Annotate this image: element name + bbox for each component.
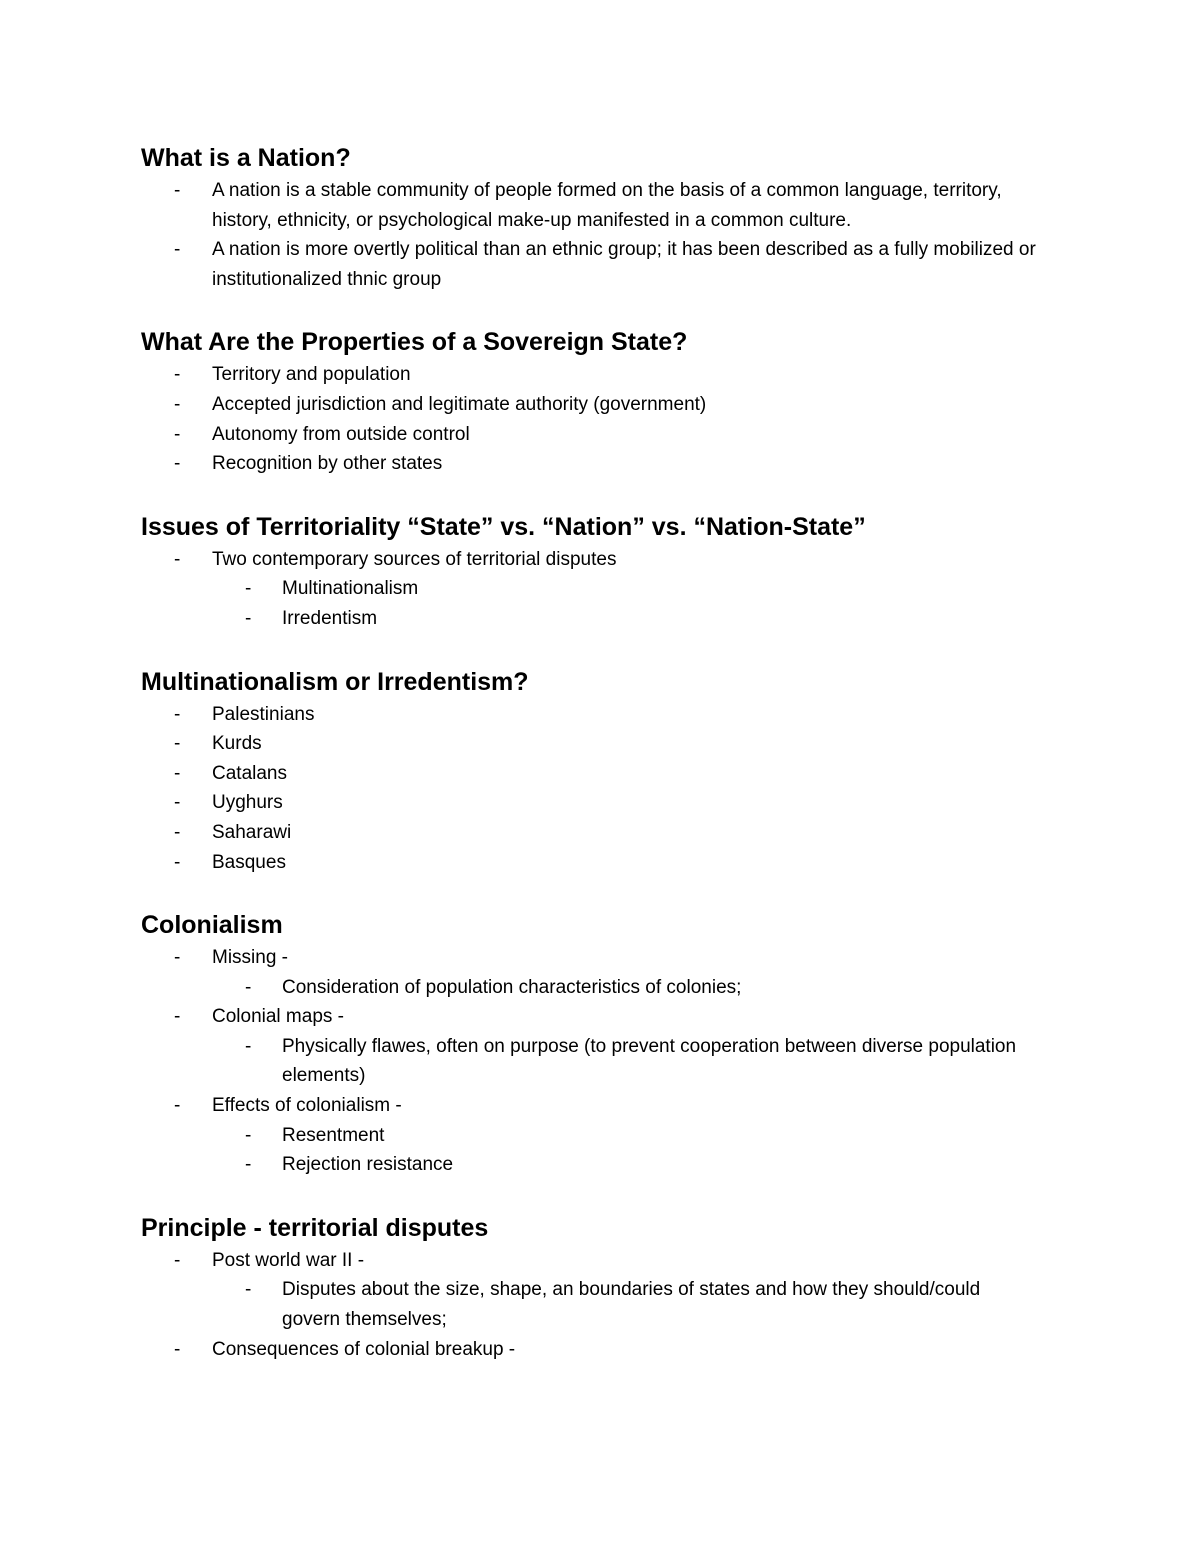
section-heading: Multinationalism or Irredentism? [141, 667, 529, 696]
dash-bullet: - [174, 393, 181, 415]
list-item-text: Kurds [212, 733, 262, 755]
sub-list-item [141, 1032, 1041, 1091]
list-item [141, 818, 1041, 848]
list-item-text: Territory and population [212, 364, 411, 386]
section-heading: What Are the Properties of a Sovereign State? [141, 328, 688, 357]
list-item [141, 1335, 1041, 1365]
sub-list-item-text: Disputes about the size, shape, an boundaries of states and how they should/could govern themselves; [282, 1279, 981, 1331]
list-item-text: Missing - [212, 947, 289, 969]
list-item [141, 1002, 1041, 1032]
sub-list-item-text: Physically flawes, often on purpose (to prevent cooperation between diverse population elements) [282, 1035, 1017, 1087]
list-item-text: Palestinians [212, 703, 315, 725]
section-multinationalism-or-irredentism [141, 664, 1041, 878]
dash-bullet: - [245, 1279, 252, 1301]
sub-list-item [141, 973, 1041, 1003]
list-item [141, 1246, 1041, 1276]
sub-list-item-text: Irredentism [282, 607, 378, 629]
section-sovereign-state-properties [141, 324, 1041, 478]
dash-bullet: - [245, 607, 252, 629]
dash-bullet: - [174, 1249, 181, 1271]
sub-list-item [141, 1150, 1041, 1180]
bullet-list [141, 360, 1041, 478]
section-territorial-disputes [141, 1210, 1041, 1364]
dash-bullet: - [245, 1154, 252, 1176]
section-heading: Issues of Territoriality “State” vs. “Nation” vs. “Nation-State” [141, 512, 866, 541]
section-colonialism [141, 907, 1041, 1180]
dash-bullet: - [174, 239, 181, 261]
bullet-list [141, 700, 1041, 878]
dash-bullet: - [174, 703, 181, 725]
list-item [141, 848, 1041, 878]
list-item-text: Colonial maps - [212, 1006, 344, 1028]
dash-bullet: - [174, 1095, 181, 1117]
bullet-list [141, 176, 1041, 294]
list-item [141, 176, 1041, 235]
list-item [141, 943, 1041, 973]
list-item [141, 420, 1041, 450]
section-issues-of-territoriality [141, 509, 1041, 634]
dash-bullet: - [174, 423, 181, 445]
list-item-text: Accepted jurisdiction and legitimate authority (government) [212, 393, 707, 415]
section-heading: Colonialism [141, 911, 283, 940]
list-item-text: Uyghurs [212, 792, 283, 814]
list-item [141, 545, 1041, 575]
dash-bullet: - [174, 453, 181, 475]
list-item [141, 759, 1041, 789]
section-heading: Principle - territorial disputes [141, 1213, 489, 1242]
bullet-list [141, 545, 1041, 634]
list-item-text: Post world war II - [212, 1249, 365, 1271]
dash-bullet: - [174, 851, 181, 873]
list-item-text: A nation is a stable community of people formed on the basis of a common language, territory, history, ethnicity, or psychological make-up manifested in a common culture. [212, 180, 1002, 231]
sub-list-item [141, 1275, 1041, 1334]
dash-bullet: - [174, 733, 181, 755]
list-item [141, 449, 1041, 479]
dash-bullet: - [245, 976, 252, 998]
list-item-text: Recognition by other states [212, 453, 443, 475]
dash-bullet: - [245, 1124, 252, 1146]
list-item [141, 700, 1041, 730]
dash-bullet: - [174, 821, 181, 843]
list-item-text: Effects of colonialism - [212, 1095, 402, 1117]
list-item [141, 360, 1041, 390]
dash-bullet: - [174, 548, 181, 570]
dash-bullet: - [245, 1035, 252, 1057]
section-what-is-a-nation [141, 140, 1041, 294]
list-item [141, 1091, 1041, 1121]
dash-bullet: - [174, 364, 181, 386]
list-item-text: Catalans [212, 762, 287, 784]
dash-bullet: - [174, 180, 181, 201]
document-page [141, 140, 1041, 1394]
sub-list-item [141, 604, 1041, 634]
list-item [141, 729, 1041, 759]
list-item [141, 390, 1041, 420]
list-item [141, 788, 1041, 818]
sub-list-item [141, 574, 1041, 604]
list-item-text: A nation is more overtly political than an ethnic group; it has been described as a fully mobilized or institutionalized thnic group [212, 239, 1036, 290]
list-item-text: Saharawi [212, 821, 292, 843]
bullet-list [141, 943, 1041, 1180]
dash-bullet: - [245, 578, 252, 600]
list-item-text: Two contemporary sources of territorial disputes [212, 548, 617, 570]
sub-list-item-text: Rejection resistance [282, 1154, 454, 1176]
sub-list-item-text: Consideration of population characteristics of colonies; [282, 976, 742, 998]
dash-bullet: - [174, 792, 181, 814]
dash-bullet: - [174, 762, 181, 784]
dash-bullet: - [174, 947, 181, 969]
dash-bullet: - [174, 1338, 181, 1360]
list-item-text: Consequences of colonial breakup - [212, 1338, 516, 1360]
list-item-text: Autonomy from outside control [212, 423, 470, 445]
sub-list-item [141, 1121, 1041, 1151]
dash-bullet: - [174, 1006, 181, 1028]
list-item [141, 235, 1041, 294]
list-item-text: Basques [212, 851, 286, 873]
section-heading: What is a Nation? [141, 144, 351, 172]
sub-list-item-text: Resentment [282, 1124, 385, 1146]
sub-list-item-text: Multinationalism [282, 578, 419, 600]
bullet-list [141, 1246, 1041, 1364]
